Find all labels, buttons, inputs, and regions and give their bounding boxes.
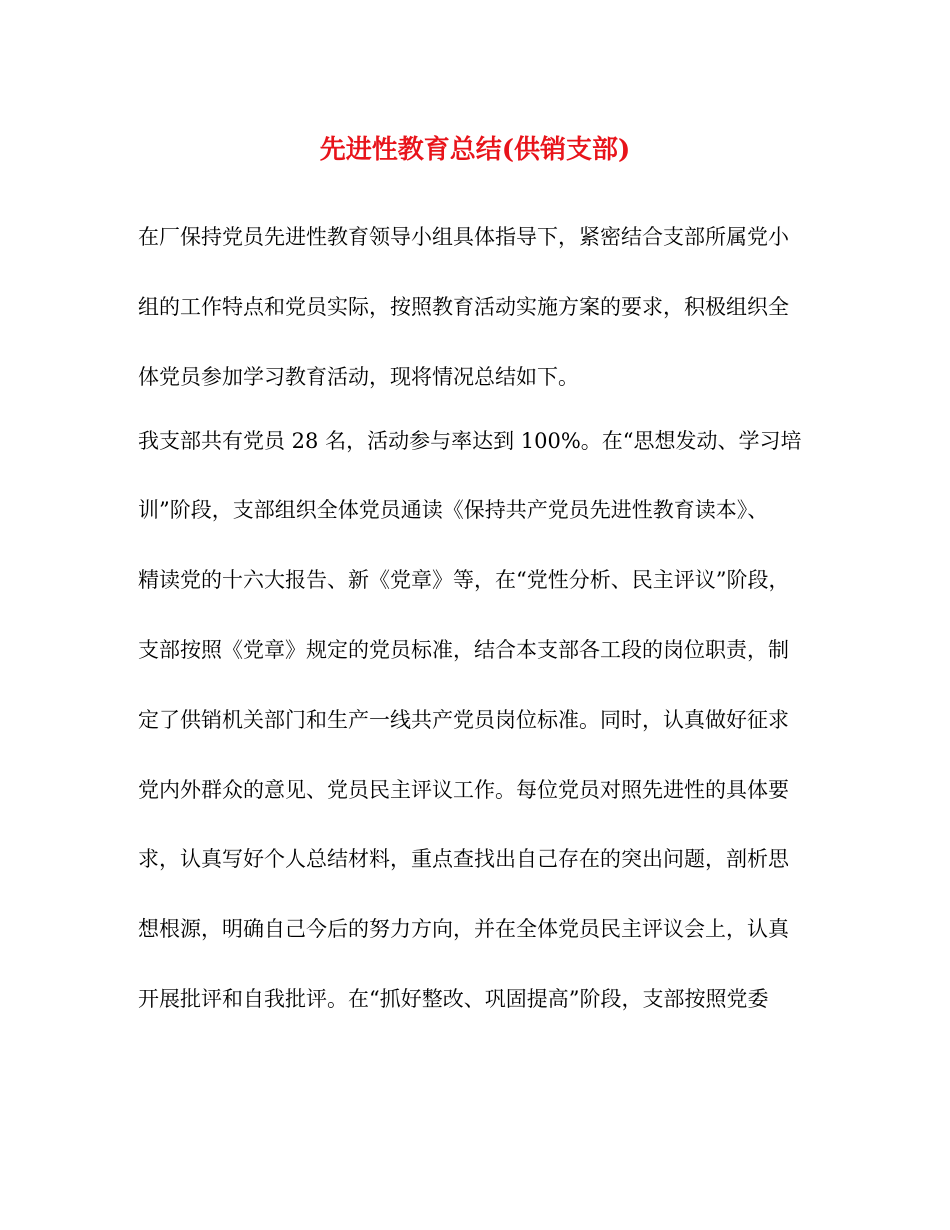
paragraph-2-line-4: 支部按照《党章》规定的党员标准，结合本支部各工段的岗位职责，制 (138, 638, 789, 662)
paragraph-2-line-8: 想根源，明确自己今后的努力方向，并在全体党员民主评议会上，认真 (138, 917, 789, 941)
paragraph-1-line-2: 组的工作特点和党员实际，按照教育活动实施方案的要求，积极组织全 (138, 295, 789, 319)
paragraph-2-line-5: 定了供销机关部门和生产一线共产党员岗位标准。同时，认真做好征求 (138, 708, 789, 732)
paragraph-2-line-6: 党内外群众的意见、党员民主评议工作。每位党员对照先进性的具体要 (138, 778, 789, 802)
paragraph-1-line-1: 在厂保持党员先进性教育领导小组具体指导下，紧密结合支部所属党小 (138, 225, 789, 249)
paragraph-2-line-7: 求，认真写好个人总结材料，重点查找出自己存在的突出问题，剖析思 (138, 847, 789, 871)
document-title: 先进性教育总结(供销支部) (319, 135, 631, 165)
paragraph-1-line-3: 体党员参加学习教育活动，现将情况总结如下。 (138, 365, 579, 389)
paragraph-2-line-1: 我支部共有党员 28 名，活动参与率达到 100%。在“思想发动、学习培 (138, 429, 802, 453)
paragraph-2-line-3: 精读党的十六大报告、新《党章》等，在“党性分析、民主评议”阶段， (138, 568, 790, 592)
paragraph-2-line-9: 开展批评和自我批评。在“抓好整改、巩固提高”阶段，支部按照党委 (138, 987, 769, 1011)
paragraph-2-line-2: 训”阶段，支部组织全体党员通读《保持共产党员先进性教育读本》、 (138, 498, 769, 522)
